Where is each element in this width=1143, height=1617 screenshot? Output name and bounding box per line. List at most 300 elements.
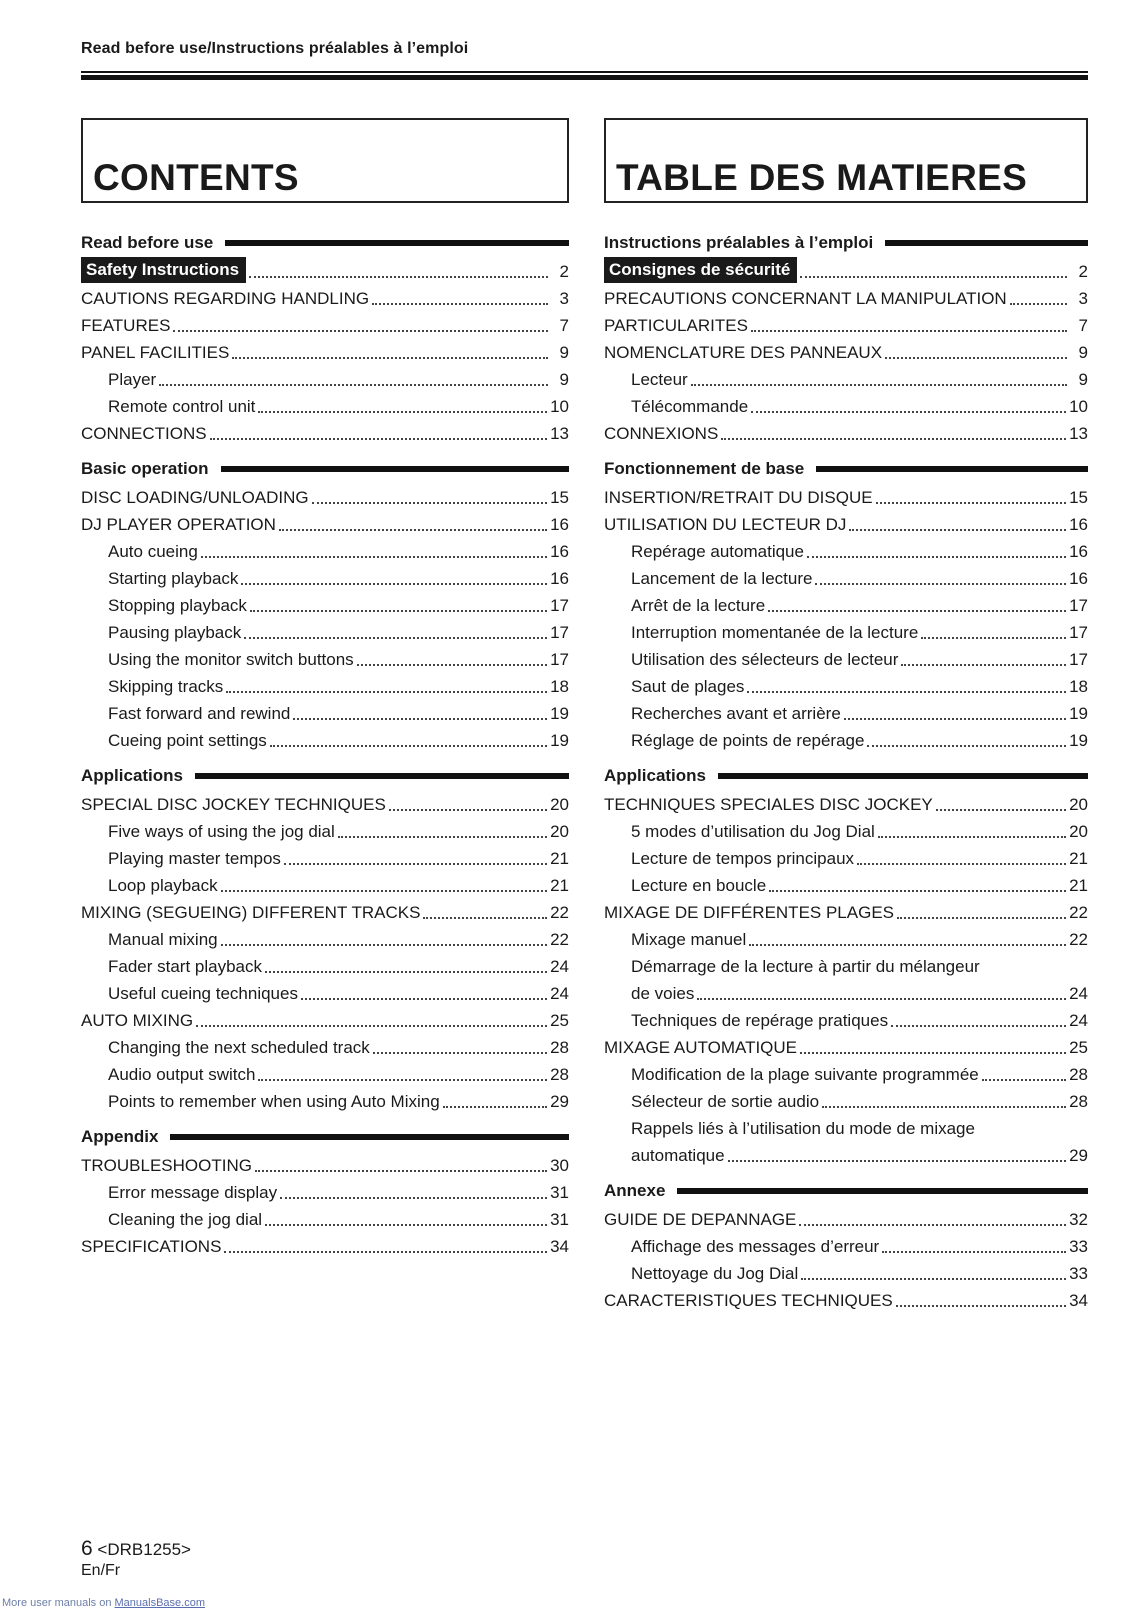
- dot-leader: [293, 718, 547, 720]
- dot-leader: [876, 502, 1067, 504]
- toc-entry-label: Audio output switch: [108, 1065, 256, 1084]
- toc-entry[interactable]: [81, 951, 569, 978]
- toc-entry-label: DJ PLAYER OPERATION: [81, 515, 276, 534]
- toc-page-number: 19: [1069, 731, 1088, 750]
- toc-entry-label: CONNEXIONS: [604, 424, 719, 443]
- toc-page-number: 34: [550, 1237, 569, 1256]
- toc-entry-label-continuation: de voies: [631, 984, 695, 1003]
- toc-page-number: 25: [1069, 1038, 1088, 1057]
- toc-entry-label: Cueing point settings: [108, 731, 267, 750]
- toc-entry[interactable]: [604, 897, 1088, 924]
- section-heading-rule: [195, 773, 569, 779]
- toc-page-number: 29: [1069, 1146, 1088, 1165]
- toc-page-number: 21: [550, 849, 569, 868]
- toc-page-number: 17: [1069, 596, 1088, 615]
- toc-page-number: 18: [1069, 677, 1088, 696]
- toc-entry-label: Useful cueing techniques: [108, 984, 298, 1003]
- toc-entry-label: MIXING (SEGUEING) DIFFERENT TRACKS: [81, 903, 421, 922]
- toc-page-number: 2: [1078, 262, 1088, 281]
- toc-page-number: 31: [550, 1210, 569, 1229]
- dot-leader: [226, 691, 547, 693]
- dot-leader: [280, 1197, 547, 1199]
- toc-entry[interactable]: [81, 1005, 569, 1032]
- toc-entry-label: PARTICULARITES: [604, 316, 748, 335]
- section-heading: [81, 455, 569, 482]
- toc-page-number: 13: [550, 424, 569, 443]
- section-heading-rule: [221, 466, 569, 472]
- dot-leader: [372, 303, 548, 305]
- toc-page-number: 22: [550, 903, 569, 922]
- toc-entry[interactable]: [81, 1059, 569, 1086]
- header-rule-thick: [81, 75, 1088, 80]
- toc-entry[interactable]: [604, 617, 1088, 644]
- toc-page-number: 28: [550, 1065, 569, 1084]
- toc-page-number: 32: [1069, 1210, 1088, 1229]
- toc-page-number: 17: [550, 623, 569, 642]
- dot-leader: [258, 411, 547, 413]
- credit-text: More user manuals on: [2, 1597, 115, 1609]
- toc-page-number: 20: [550, 822, 569, 841]
- toc-entry[interactable]: [604, 1231, 1088, 1258]
- dot-leader: [270, 745, 547, 747]
- toc-entry-label: Manual mixing: [108, 930, 218, 949]
- section-heading-label: Read before use: [81, 232, 214, 252]
- dot-leader: [423, 917, 547, 919]
- toc-entry[interactable]: [604, 1032, 1088, 1059]
- dot-leader: [891, 1025, 1066, 1027]
- toc-entry[interactable]: [604, 256, 1088, 283]
- toc-page-number: 9: [559, 370, 569, 389]
- toc-entry[interactable]: [81, 509, 569, 536]
- dot-leader: [255, 1170, 547, 1172]
- dot-leader: [232, 357, 548, 359]
- toc-page-number: 21: [550, 876, 569, 895]
- toc-page-number: 33: [1069, 1237, 1088, 1256]
- dot-leader: [721, 438, 1066, 440]
- toc-entry-label: Player: [108, 370, 157, 389]
- toc-entry[interactable]: [81, 310, 569, 337]
- dot-leader: [844, 718, 1066, 720]
- toc-page-number: 3: [559, 289, 569, 308]
- dot-leader: [747, 691, 1066, 693]
- toc-entry-label: Interruption momentanée de la lecture: [631, 623, 919, 642]
- section-heading-label: Appendix: [81, 1126, 159, 1146]
- credit-link[interactable]: ManualsBase.com: [114, 1597, 205, 1609]
- section-heading: [81, 229, 569, 256]
- toc-page-number: 21: [1069, 849, 1088, 868]
- toc-entry-continuation[interactable]: [604, 978, 1088, 1005]
- dot-leader: [241, 583, 547, 585]
- toc-entry-label: Remote control unit: [108, 397, 256, 416]
- section-heading-rule: [225, 240, 569, 246]
- dot-leader: [265, 1224, 547, 1226]
- toc-page-number: 16: [1069, 569, 1088, 588]
- toc-entry-label: PANEL FACILITIES: [81, 343, 230, 362]
- table-des-matieres-title: TABLE DES MATIERES: [616, 157, 1028, 198]
- header-rule-thin: [81, 71, 1088, 73]
- toc-entry[interactable]: [81, 1231, 569, 1258]
- toc-entry-label: Démarrage de la lecture à partir du mélangeur: [631, 957, 980, 976]
- dot-leader: [801, 1278, 1066, 1280]
- document-code: <DRB1255>: [97, 1540, 191, 1559]
- toc-entry-label: UTILISATION DU LECTEUR DJ: [604, 515, 847, 534]
- contents-column-french: [604, 118, 1088, 1312]
- dot-leader: [901, 664, 1066, 666]
- dot-leader: [799, 1224, 1066, 1226]
- toc-entry[interactable]: [604, 1059, 1088, 1086]
- toc-entry-label: Error message display: [108, 1183, 278, 1202]
- toc-page-number: 22: [1069, 930, 1088, 949]
- toc-entry-label: Utilisation des sélecteurs de lecteur: [631, 650, 899, 669]
- toc-entry[interactable]: [604, 843, 1088, 870]
- dot-leader: [882, 1251, 1066, 1253]
- toc-page-number: 29: [550, 1092, 569, 1111]
- toc-entry[interactable]: [81, 816, 569, 843]
- toc-entry[interactable]: [81, 1086, 569, 1113]
- toc-entry-label: Stopping playback: [108, 596, 247, 615]
- source-credit: [2, 1597, 205, 1609]
- toc-page-number: 19: [550, 704, 569, 723]
- dot-leader: [807, 556, 1066, 558]
- toc-entry[interactable]: [604, 337, 1088, 364]
- toc-entry[interactable]: [604, 536, 1088, 563]
- toc-entry-label: Skipping tracks: [108, 677, 224, 696]
- toc-entry[interactable]: [604, 364, 1088, 391]
- dot-leader: [173, 330, 548, 332]
- contents-title-box: [81, 118, 569, 203]
- dot-leader: [443, 1106, 547, 1108]
- toc-entry[interactable]: [604, 1285, 1088, 1312]
- section-heading-label: Basic operation: [81, 458, 209, 478]
- toc-entry-highlighted-label: Consignes de sécurité: [604, 257, 797, 283]
- toc-entry[interactable]: [81, 617, 569, 644]
- toc-entry-label: Rappels liés à l’utilisation du mode de mixage: [631, 1119, 975, 1138]
- section-heading: [81, 1123, 569, 1150]
- toc-page-number: 31: [550, 1183, 569, 1202]
- dot-leader: [982, 1079, 1066, 1081]
- toc-entry[interactable]: [81, 843, 569, 870]
- toc-entry-label: Fader start playback: [108, 957, 263, 976]
- toc-page-number: 17: [1069, 623, 1088, 642]
- dot-leader: [751, 411, 1066, 413]
- section-heading-rule: [677, 1188, 1088, 1194]
- dot-leader: [357, 664, 547, 666]
- toc-entry[interactable]: [81, 563, 569, 590]
- toc-page-number: 22: [550, 930, 569, 949]
- toc-page-number: 16: [550, 515, 569, 534]
- toc-entry-label: Lecteur: [631, 370, 688, 389]
- dot-leader: [159, 384, 548, 386]
- toc-entry-label: DISC LOADING/UNLOADING: [81, 488, 309, 507]
- toc-entry-highlighted-label: Safety Instructions: [81, 257, 246, 283]
- dot-leader: [768, 610, 1066, 612]
- section-heading-rule: [170, 1134, 569, 1140]
- dot-leader: [867, 745, 1066, 747]
- toc-entry[interactable]: [604, 310, 1088, 337]
- toc-entry[interactable]: [604, 590, 1088, 617]
- page-footer-number: [81, 1537, 191, 1561]
- toc-entry-label: INSERTION/RETRAIT DU DISQUE: [604, 488, 873, 507]
- toc-entry[interactable]: [81, 418, 569, 445]
- toc-entry[interactable]: [81, 644, 569, 671]
- toc-page-number: 7: [1078, 316, 1088, 335]
- toc-entry-label: Sélecteur de sortie audio: [631, 1092, 820, 1111]
- toc-entry[interactable]: [604, 1086, 1088, 1113]
- toc-entry-label: PRECAUTIONS CONCERNANT LA MANIPULATION: [604, 289, 1007, 308]
- toc-page-number: 9: [1078, 370, 1088, 389]
- contents-column-english: [81, 118, 569, 1258]
- toc-page-number: 17: [1069, 650, 1088, 669]
- toc-entry[interactable]: [604, 1204, 1088, 1231]
- toc-page-number: 28: [550, 1038, 569, 1057]
- toc-entry-label: TROUBLESHOOTING: [81, 1156, 252, 1175]
- toc-entry-label: Lecture de tempos principaux: [631, 849, 855, 868]
- toc-entry[interactable]: [81, 337, 569, 364]
- toc-entry[interactable]: [81, 1150, 569, 1177]
- toc-entry[interactable]: [604, 563, 1088, 590]
- dot-leader: [249, 276, 548, 278]
- toc-entry-label-continuation: automatique: [631, 1146, 725, 1165]
- toc-entry[interactable]: [81, 1032, 569, 1059]
- toc-entry[interactable]: [81, 364, 569, 391]
- dot-leader: [389, 809, 547, 811]
- dot-leader: [878, 836, 1066, 838]
- toc-page-number: 33: [1069, 1264, 1088, 1283]
- toc-entry-label: Repérage automatique: [631, 542, 804, 561]
- toc-entry-label: Changing the next scheduled track: [108, 1038, 370, 1057]
- toc-entry-label: Mixage manuel: [631, 930, 747, 949]
- toc-entry-label: SPECIFICATIONS: [81, 1237, 222, 1256]
- toc-entry[interactable]: [81, 536, 569, 563]
- dot-leader: [936, 809, 1066, 811]
- toc-entry[interactable]: [604, 870, 1088, 897]
- toc-entry[interactable]: [81, 978, 569, 1005]
- toc-page-number: 19: [1069, 704, 1088, 723]
- toc-entry-label: Télécommande: [631, 397, 749, 416]
- toc-entry[interactable]: [604, 391, 1088, 418]
- toc-page-number: 24: [1069, 1011, 1088, 1030]
- toc-entry-label: Auto cueing: [108, 542, 198, 561]
- toc-entry-label: GUIDE DE DEPANNAGE: [604, 1210, 797, 1229]
- section-heading-label: Applications: [604, 765, 707, 785]
- toc-page-number: 16: [1069, 542, 1088, 561]
- dot-leader: [728, 1160, 1067, 1162]
- toc-entry[interactable]: [604, 924, 1088, 951]
- dot-leader: [749, 944, 1066, 946]
- toc-entry[interactable]: [604, 1005, 1088, 1032]
- toc-page-number: 16: [550, 569, 569, 588]
- toc-entry[interactable]: [604, 789, 1088, 816]
- toc-entry[interactable]: [81, 789, 569, 816]
- toc-entry-label: Fast forward and rewind: [108, 704, 291, 723]
- toc-entry[interactable]: [81, 1204, 569, 1231]
- dot-leader: [244, 637, 547, 639]
- toc-page-number: 30: [550, 1156, 569, 1175]
- dot-leader: [885, 357, 1067, 359]
- toc-entry-label: Five ways of using the jog dial: [108, 822, 335, 841]
- dot-leader: [196, 1025, 547, 1027]
- toc-page-number: 16: [1069, 515, 1088, 534]
- dot-leader: [751, 330, 1067, 332]
- toc-entry-label: Playing master tempos: [108, 849, 281, 868]
- dot-leader: [250, 610, 547, 612]
- dot-leader: [896, 1305, 1066, 1307]
- toc-page-number: 7: [559, 316, 569, 335]
- toc-entry[interactable]: [81, 590, 569, 617]
- toc-page-number: 18: [550, 677, 569, 696]
- section-heading-rule: [885, 240, 1088, 246]
- toc-page-number: 15: [1069, 488, 1088, 507]
- toc-entry-label: CARACTERISTIQUES TECHNIQUES: [604, 1291, 893, 1310]
- toc-entry[interactable]: [604, 816, 1088, 843]
- toc-page-number: 24: [550, 984, 569, 1003]
- toc-entry[interactable]: [604, 1258, 1088, 1285]
- toc-page-number: 13: [1069, 424, 1088, 443]
- toc-entry[interactable]: [604, 725, 1088, 752]
- toc-page-number: 9: [559, 343, 569, 362]
- toc-entry-label: NOMENCLATURE DES PANNEAUX: [604, 343, 883, 362]
- section-heading-rule: [816, 466, 1088, 472]
- dot-leader: [897, 917, 1066, 919]
- toc-entry-label: 5 modes d’utilisation du Jog Dial: [631, 822, 875, 841]
- section-heading-label: Instructions préalables à l’emploi: [604, 232, 874, 252]
- dot-leader: [800, 1052, 1066, 1054]
- dot-leader: [849, 529, 1066, 531]
- dot-leader: [822, 1106, 1066, 1108]
- toc-entry[interactable]: [604, 418, 1088, 445]
- toc-entry[interactable]: [81, 256, 569, 283]
- toc-page-number: 9: [1078, 343, 1088, 362]
- toc-entry-label: Cleaning the jog dial: [108, 1210, 263, 1229]
- dot-leader: [224, 1251, 547, 1253]
- dot-leader: [373, 1052, 547, 1054]
- toc-page-number: 10: [550, 397, 569, 416]
- dot-leader: [921, 637, 1066, 639]
- toc-entry-label: Lancement de la lecture: [631, 569, 813, 588]
- section-heading-rule: [718, 773, 1088, 779]
- toc-entry[interactable]: [604, 509, 1088, 536]
- toc-entry-label: Réglage de points de repérage: [631, 731, 865, 750]
- toc-entry-label: MIXAGE DE DIFFÉRENTES PLAGES: [604, 903, 895, 922]
- toc-entry-label: MIXAGE AUTOMATIQUE: [604, 1038, 798, 1057]
- toc-entry-label: CONNECTIONS: [81, 424, 207, 443]
- toc-entry-label: Saut de plages: [631, 677, 745, 696]
- toc-entry[interactable]: [81, 283, 569, 310]
- toc-entry[interactable]: [81, 482, 569, 509]
- section-heading: [604, 455, 1088, 482]
- contents-title: CONTENTS: [93, 157, 299, 198]
- toc-entry[interactable]: [81, 725, 569, 752]
- toc-page-number: 28: [1069, 1092, 1088, 1111]
- toc-entry[interactable]: [81, 1177, 569, 1204]
- toc-page-number: 19: [550, 731, 569, 750]
- toc-entry-label: Modification de la plage suivante programmée: [631, 1065, 979, 1084]
- toc-page-number: 34: [1069, 1291, 1088, 1310]
- dot-leader: [800, 276, 1067, 278]
- toc-entry-label: Pausing playback: [108, 623, 242, 642]
- toc-entry-label: Using the monitor switch buttons: [108, 650, 354, 669]
- dot-leader: [284, 863, 547, 865]
- toc-entry-label: Loop playback: [108, 876, 218, 895]
- language-code: En/Fr: [81, 1562, 121, 1579]
- toc-entry-label: Techniques de repérage pratiques: [631, 1011, 889, 1030]
- toc-french: [604, 229, 1088, 1312]
- dot-leader: [221, 944, 547, 946]
- toc-page-number: 28: [1069, 1065, 1088, 1084]
- toc-entry[interactable]: [81, 671, 569, 698]
- toc-entry-label: Affichage des messages d’erreur: [631, 1237, 880, 1256]
- toc-entry-label: Recherches avant et arrière: [631, 704, 841, 723]
- dot-leader: [221, 890, 547, 892]
- dot-leader: [769, 890, 1066, 892]
- toc-entry-label: FEATURES: [81, 316, 171, 335]
- dot-leader: [301, 998, 547, 1000]
- toc-entry[interactable]: [604, 283, 1088, 310]
- section-heading: [604, 762, 1088, 789]
- running-header: Read before use/Instructions préalables à l’emploi: [81, 40, 469, 57]
- toc-entry-label: TECHNIQUES SPECIALES DISC JOCKEY: [604, 795, 933, 814]
- toc-entry-label: CAUTIONS REGARDING HANDLING: [81, 289, 370, 308]
- toc-page-number: 16: [550, 542, 569, 561]
- toc-page-number: 17: [550, 650, 569, 669]
- section-heading-label: Annexe: [604, 1180, 666, 1200]
- toc-english: [81, 229, 569, 1258]
- toc-page-number: 20: [1069, 795, 1088, 814]
- toc-entry[interactable]: [81, 870, 569, 897]
- toc-entry[interactable]: [604, 951, 1088, 978]
- toc-entry-label: Points to remember when using Auto Mixing: [108, 1092, 440, 1111]
- toc-page-number: 2: [559, 262, 569, 281]
- toc-page-number: 15: [550, 488, 569, 507]
- toc-page-number: 10: [1069, 397, 1088, 416]
- toc-page-number: 17: [550, 596, 569, 615]
- section-heading-label: Fonctionnement de base: [604, 458, 805, 478]
- toc-entry[interactable]: [81, 924, 569, 951]
- toc-entry[interactable]: [81, 698, 569, 725]
- section-heading: [604, 1177, 1088, 1204]
- toc-page-number: 20: [1069, 822, 1088, 841]
- toc-page-number: 22: [1069, 903, 1088, 922]
- toc-entry[interactable]: [604, 1113, 1088, 1140]
- dot-leader: [697, 998, 1066, 1000]
- dot-leader: [210, 438, 547, 440]
- toc-page-number: 3: [1078, 289, 1088, 308]
- section-heading: [604, 229, 1088, 256]
- dot-leader: [691, 384, 1067, 386]
- toc-entry-label: SPECIAL DISC JOCKEY TECHNIQUES: [81, 795, 386, 814]
- page-number: 6: [81, 1537, 93, 1560]
- toc-page-number: 20: [550, 795, 569, 814]
- toc-page-number: 21: [1069, 876, 1088, 895]
- toc-entry[interactable]: [604, 698, 1088, 725]
- toc-entry[interactable]: [81, 897, 569, 924]
- dot-leader: [857, 863, 1066, 865]
- toc-entry[interactable]: [604, 671, 1088, 698]
- toc-entry[interactable]: [604, 644, 1088, 671]
- toc-entry[interactable]: [604, 482, 1088, 509]
- toc-entry-continuation[interactable]: [604, 1140, 1088, 1167]
- toc-page-number: 25: [550, 1011, 569, 1030]
- toc-entry-label: Arrêt de la lecture: [631, 596, 766, 615]
- toc-entry-label: Lecture en boucle: [631, 876, 767, 895]
- dot-leader: [338, 836, 547, 838]
- dot-leader: [265, 971, 547, 973]
- toc-page-number: 24: [550, 957, 569, 976]
- section-heading: [81, 762, 569, 789]
- toc-entry[interactable]: [81, 391, 569, 418]
- dot-leader: [201, 556, 547, 558]
- toc-page-number: 24: [1069, 984, 1088, 1003]
